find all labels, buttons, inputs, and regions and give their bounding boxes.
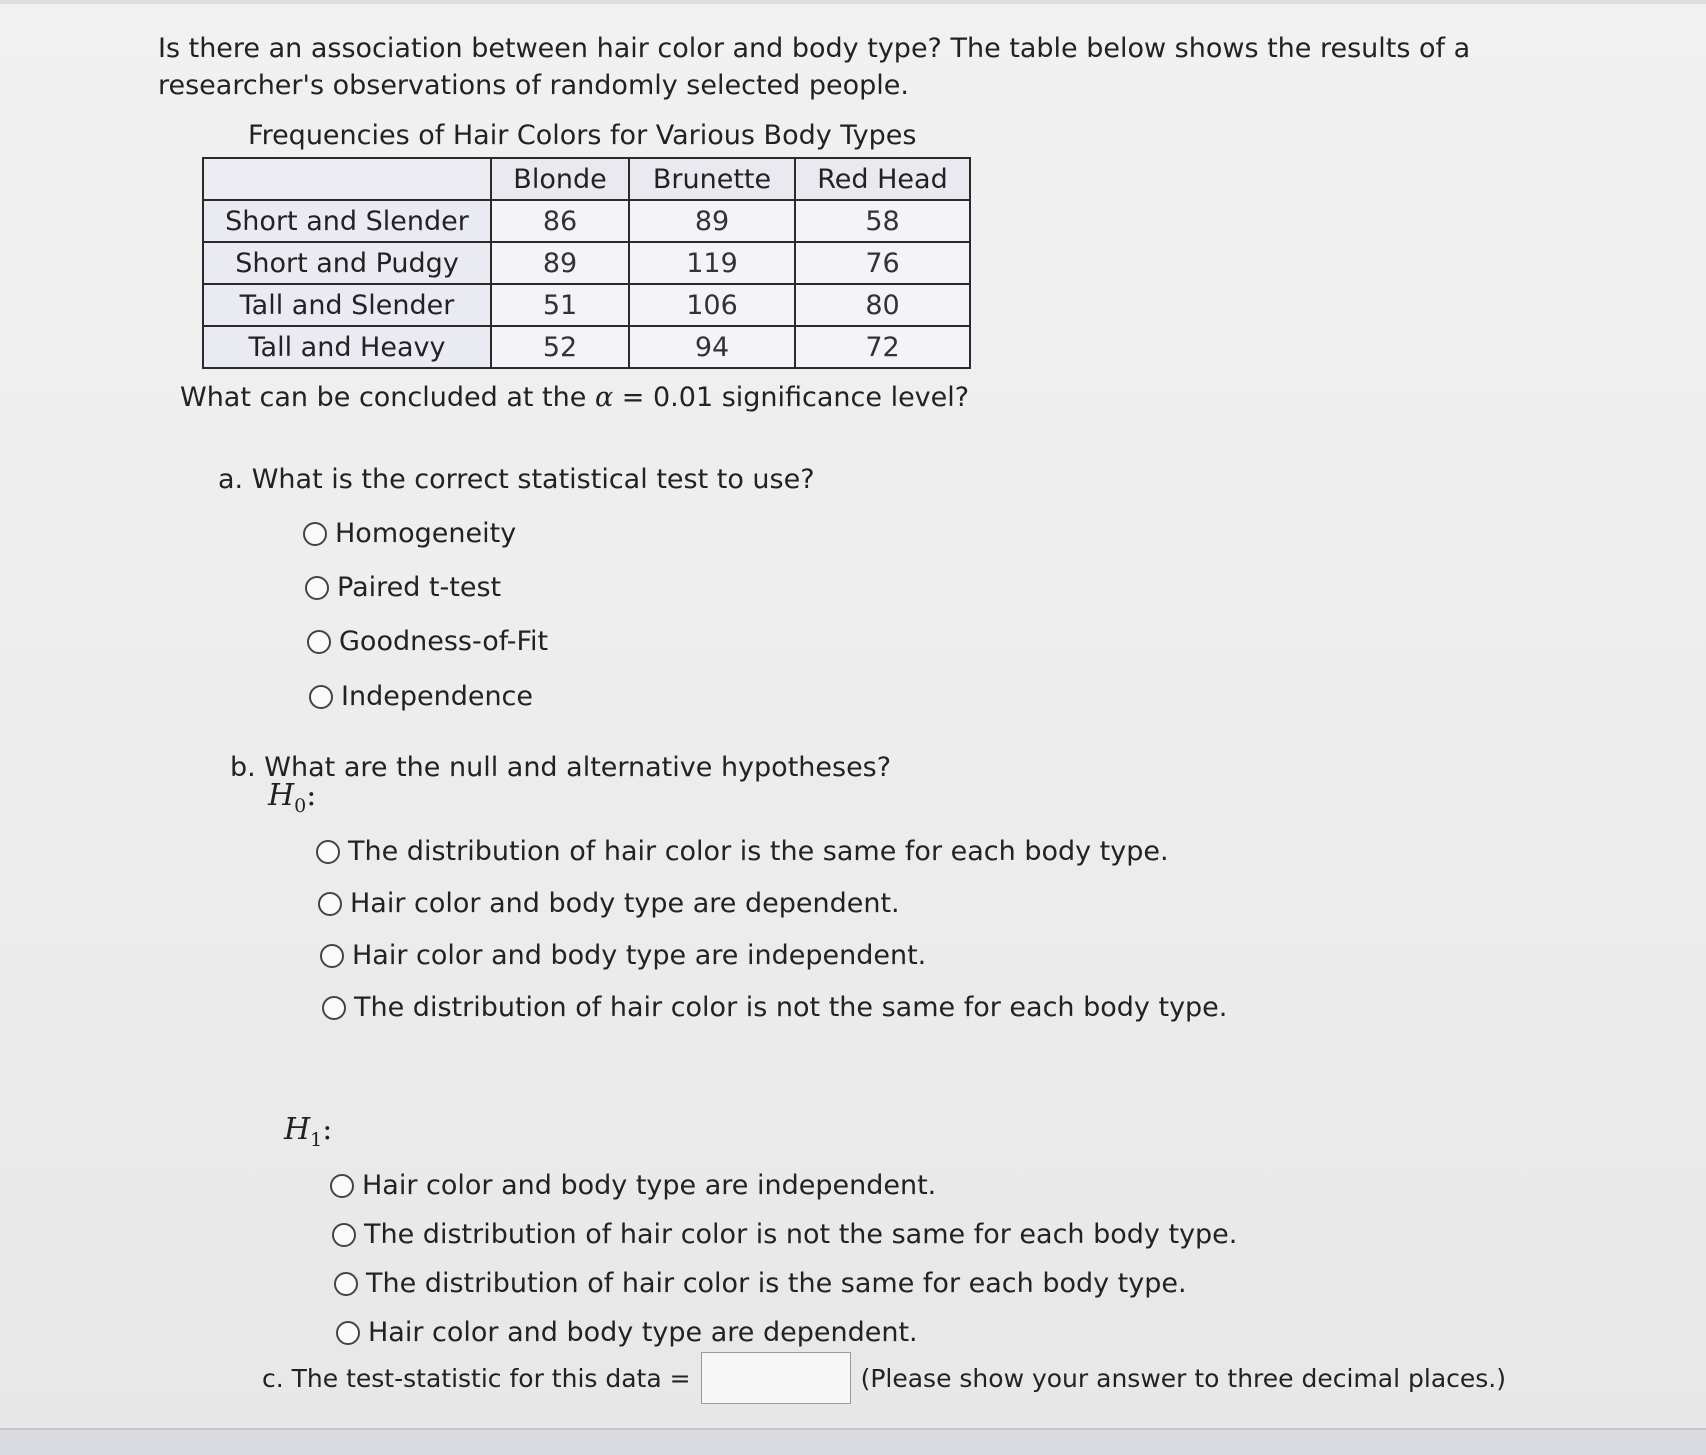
option-label: The distribution of hair color is not the same for each body type. xyxy=(364,1219,1238,1250)
radio-button[interactable] xyxy=(318,892,342,916)
conclude-prefix: What can be concluded at the xyxy=(180,382,587,413)
table-corner-cell xyxy=(203,158,491,200)
test-statistic-input[interactable] xyxy=(701,1352,851,1404)
row-label: Short and Slender xyxy=(203,200,491,242)
part-c-note: (Please show your answer to three decimal places.) xyxy=(860,1363,1506,1393)
part-a-prompt: a. What is the correct statistical test to use? xyxy=(218,464,815,495)
significance-question xyxy=(180,382,969,413)
option-label: Hair color and body type are independent. xyxy=(352,940,927,971)
col-header-brunette: Brunette xyxy=(629,158,795,200)
radio-button[interactable] xyxy=(305,576,329,600)
test-option-independence[interactable] xyxy=(309,681,533,712)
option-label: Independence xyxy=(341,681,534,712)
option-label: Homogeneity xyxy=(335,518,517,549)
row-label: Tall and Heavy xyxy=(203,326,491,368)
h1-label: $H_1$: xyxy=(284,1112,333,1151)
row-label: Tall and Slender xyxy=(203,284,491,326)
row-label: Short and Pudgy xyxy=(203,242,491,284)
table-cell: 89 xyxy=(491,242,629,284)
table-cell: 58 xyxy=(795,200,970,242)
part-c-prompt: c. The test-statistic for this data = xyxy=(262,1363,691,1393)
h0-subscript: 0 xyxy=(294,795,307,817)
h0-label: $H_0$: xyxy=(268,778,317,817)
test-option-homogeneity[interactable] xyxy=(303,518,516,549)
radio-button[interactable] xyxy=(307,630,331,654)
option-label: The distribution of hair color is the same for each body type. xyxy=(366,1268,1187,1299)
radio-button[interactable] xyxy=(330,1174,354,1198)
question-intro: Is there an association between hair color and body type? The table below shows the results of a researcher's observations of randomly selected people. xyxy=(158,33,1471,101)
h1-subscript: 1 xyxy=(310,1129,323,1151)
option-label: Hair color and body type are independent. xyxy=(362,1170,937,1201)
table-cell: 52 xyxy=(491,326,629,368)
bottom-toolbar xyxy=(0,1428,1706,1455)
col-header-red-head: Red Head xyxy=(795,158,970,200)
h0-option-not-same-distribution[interactable] xyxy=(322,992,1227,1023)
option-label: Goodness-of-Fit xyxy=(339,626,549,657)
part-c-row xyxy=(262,1352,1506,1404)
radio-button[interactable] xyxy=(303,522,327,546)
option-label: The distribution of hair color is not the same for each body type. xyxy=(354,992,1228,1023)
option-label: Paired t-test xyxy=(337,572,502,603)
table-cell: 119 xyxy=(629,242,795,284)
part-b-prompt: b. What are the null and alternative hypotheses? xyxy=(230,752,892,783)
table-header-row xyxy=(203,158,970,200)
frequency-table xyxy=(202,157,971,369)
table-row xyxy=(203,200,970,242)
option-label: Hair color and body type are dependent. xyxy=(350,888,900,919)
table-cell: 106 xyxy=(629,284,795,326)
option-label: The distribution of hair color is the same for each body type. xyxy=(348,836,1169,867)
table-cell: 86 xyxy=(491,200,629,242)
radio-button[interactable] xyxy=(336,1321,360,1345)
table-cell: 51 xyxy=(491,284,629,326)
table-cell: 80 xyxy=(795,284,970,326)
table-cell: 72 xyxy=(795,326,970,368)
table-row xyxy=(203,242,970,284)
table-cell: 76 xyxy=(795,242,970,284)
table-cell: 94 xyxy=(629,326,795,368)
h1-symbol: H xyxy=(284,1112,311,1147)
h0-symbol: H xyxy=(268,778,295,813)
radio-button[interactable] xyxy=(322,996,346,1020)
h1-option-independent[interactable] xyxy=(330,1170,936,1201)
h0-option-independent[interactable] xyxy=(320,940,926,971)
h0-option-dependent[interactable] xyxy=(318,888,900,919)
test-option-goodness-of-fit[interactable] xyxy=(307,626,548,657)
radio-button[interactable] xyxy=(316,840,340,864)
conclude-suffix: = 0.01 significance level? xyxy=(621,382,970,413)
table-row xyxy=(203,284,970,326)
table-row xyxy=(203,326,970,368)
radio-button[interactable] xyxy=(332,1223,356,1247)
table-caption: Frequencies of Hair Colors for Various Body Types xyxy=(248,120,917,151)
alpha-symbol: α xyxy=(594,382,614,413)
table-cell: 89 xyxy=(629,200,795,242)
h1-option-same-distribution[interactable] xyxy=(334,1268,1187,1299)
h1-option-dependent[interactable] xyxy=(336,1317,918,1348)
col-header-blonde: Blonde xyxy=(491,158,629,200)
option-label: Hair color and body type are dependent. xyxy=(368,1317,918,1348)
h1-option-not-same-distribution[interactable] xyxy=(332,1219,1237,1250)
radio-button[interactable] xyxy=(334,1272,358,1296)
radio-button[interactable] xyxy=(309,685,333,709)
h0-option-same-distribution[interactable] xyxy=(316,836,1169,867)
radio-button[interactable] xyxy=(320,944,344,968)
test-option-paired-t-test[interactable] xyxy=(305,572,501,603)
top-divider xyxy=(0,0,1706,4)
